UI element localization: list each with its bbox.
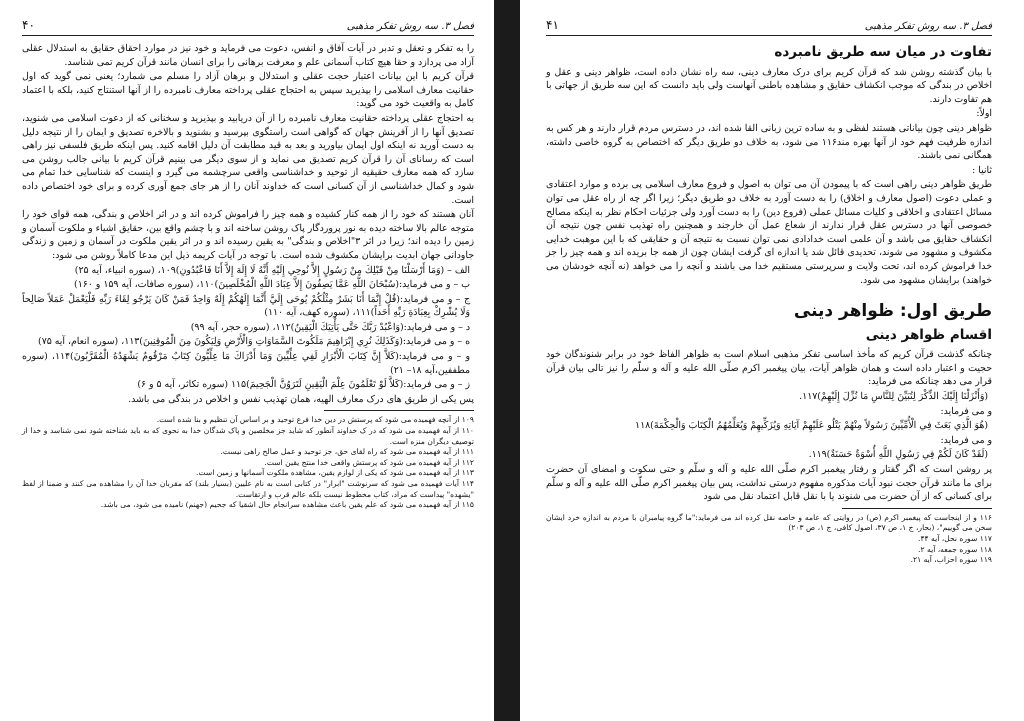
quran-verse-item: و – و می فرماید:(كَلاَّ إِنَّ كِتَابَ الْأَبْرَارِ لَفِي عِلِّيِّينَ وَمَا أَدْرَاكَ مَا عِلِّيُّونَ كِتَابٌ مَرْقُومٌ يَشْهَدُهُ الْمُقَرَّبُونَ)۱۱۴، (سوره مطففین،آیه ۱۸– ۲۱): [22, 351, 470, 376]
left-paragraph: آنان هستند که خود را از همه کنار کشیده و همه چیز را فراموش کرده اند و در اثر اخلاص و بندگی، همه قوای خود را متوجه عالم بالا ساخته دیده به نور پروردگار پاک روشن ساخته اند و با چشم واقع بین، حقایق اشیاء و ملکوت آسمان و زمین را دیده اند؛ زیرا در اثر ۳"اخلاص و بندگی" به یقین رسیده اند و در اثر یقین ملکوت در آسمان و زمین و زندگی جاودانی جهان ابدیت برایشان مکشوف شده است. با توجه در آیات کریمه ذیل این مدعا کاملاً روشن می شود:: [22, 209, 474, 261]
footnote: ۱۱۵ از آیه فهمیده می شود که علم یقین باعث مشاهده سرانجام حال اشقیا که جحیم (جهنم) نامیده می شود، می باشد.: [100, 500, 474, 510]
section-heading: تفاوت در میان سه طریق نامبرده: [774, 44, 992, 60]
left-paragraph: قرآن کریم با این بیانات اعتبار حجت عقلی و استدلال و برهان آزاد را مسلم می شمارد؛ یعنی نمی گوید که اول حقانیت معارف اسلامی را بپذیرید سپس به احتجاج عقلی پرداخته معارف نامبرده را از آنها استنتاج کنید، بلکه با اعتماد کامل به واقعیت خود می گوید:: [22, 71, 474, 110]
sub-heading: اقسام ظواهر دینی: [865, 326, 992, 343]
right-paragraph: و می فرماید:: [940, 434, 992, 446]
footnote: ۱۱۲ از آیه فهمیده می شود که پرستش واقعی خدا منتج یقین است.: [264, 457, 474, 467]
left-page: [0, 0, 494, 721]
quran-verse-item: ز – و می فرماید:(كَلاَّ لَوْ تَعْلَمُونَ عِلْمَ الْيَقِينِ لَتَرَوُنَّ الْجَحِيمَ)۱۱۵ (سوره تکاثر، آیه ۵ و ۶): [137, 379, 470, 391]
left-paragraph: را به تفکر و تعقل و تدبر در آیات آفاق و انفس، دعوت می فرماید و خود نیز در موارد احقاق حقایق به استدلال عقلی آزاد می پردازد و حقا هیچ کتاب آسمانی علم و معرفت برهانی را برای انسان مانند قرآن کریم تمی شناسد.: [22, 43, 474, 68]
quran-verse-item: د – و می فرماید:(وَاعْبُدْ رَبَّكَ حَتَّى يَأْتِيَكَ الْيَقِينُ)۱۱۲، (سوره حجر، آیه ۹۹): [190, 321, 470, 333]
quran-verse: (لَقَدْ كَانَ لَكُمْ فِي رَسُولِ اللَّهِ أُسْوَةٌ حَسَنَةٌ)۱۱۹.: [808, 449, 988, 461]
right-paragraph: اولاً:: [976, 108, 992, 120]
left-page-number: ۴۰: [22, 18, 35, 32]
left-chapter-header: فصل ۳. سه روش تفکر مذهبی: [346, 21, 474, 32]
right-paragraph: ظواهر دینی چون بیاناتی هستند لفظی و به ساده ترین زبانی القا شده اند، در دسترس مردم قرار دارند و هر کس به اندازه ظرفیت فهم خود از آنها بهره مند۱۱۶ می شود، به خلاف دو طریق دیگر که اختصاص به گروه خاصی داشته، همگانی نمی باشند.: [546, 122, 992, 162]
right-paragraph: و می فرماید:: [940, 405, 992, 417]
left-body-text: [22, 42, 474, 406]
quran-verse-item: ه – و می فرماید:(وَكَذَلِكَ نُرِي إِبْرَاهِيمَ مَلَكُوتَ السَّمَاوَاتِ وَالْأَرْضِ وَلِيَكُونَ مِنَ الْمُوقِنِينَ)۱۱۳، (سوره انعام، آیه ۷۵): [38, 336, 470, 348]
left-paragraph: پس یکی از طریق های درک معارف الهیه، همان تهذیب نفس و اخلاص در بندگی می باشد.: [128, 393, 474, 405]
footnote: ۱۰۹ از آنچه فهمیده می شود که پرستش در دین خدا فرع توحید و بر اساس آن تنظیم و بنا شده است.: [156, 415, 474, 425]
footnote: ۱۱۶ و از اینجاست که پیغمبر اکرم (ص) در روایتی که عامه و خاصه نقل کرده اند می فرماید:"ما گروه پیامبران با مردم به اندازه خرد ایشان سخن می گوییم"، (بحار، ج ۱، ص ۳۷، اصول کافی، ج ۱، ص ۲۰۳): [546, 512, 992, 533]
left-paragraph: به احتجاج عقلی پرداخته حقانیت معارف نامبرده را از آن دریابید و بپذیرید و سخنانی که از دعوت اسلامی می شنوید، تصدیق آنها را از آفرینش جهان که گواهی است راستگوی بپرسید و بشنوید و بالاخره تصدیق و ایمان را از نتیجه دلیل به دست آورید نه اینکه اول ایمان بیاورید و بعد به قید مطابقت آن دلیل اقامه کنید. پس اینکه طریق فلسفی نیز راهی است که رسانای آن را قرآن کریم تصدیق می نماید و از سوی دیگر می بینیم قرآن کریم با بیانی جالب روشن می سازد که همه معارف حقیقیه از توحید و خداشناسی واقعی سرچشمه می گیرد و اینست که شناسایی خدا تمام می شود و کمال خداشناسی از آن کسانی است که خداوند آنان را از هر جای جمع آوری کرده و برای خود اختصاص داده است.: [22, 112, 474, 206]
right-body-text: [546, 46, 992, 504]
right-chapter-header: فصل ۳. سه روش تفکر مذهبی: [864, 21, 992, 32]
right-paragraph: چنانکه گذشت قرآن کریم که مأخذ اساسی تفکر مذهبی اسلام است به ظواهر الفاظ خود در برابر شنوندگان خود حجیت و اعتبار داده است و همان ظواهر آیات، بیان پیغمبر اکرم صلّی الله علیه و آله و سلّم را نیز تالی بیان قرآن قرار می دهد چنانکه می فرماید:: [546, 349, 992, 388]
right-paragraph: ثانیا :: [972, 164, 992, 176]
right-paragraph: با بیان گذشته روشن شد که قرآن کریم برای درک معارف دینی، سه راه نشان داده است، ظواهر دینی و عقل و اخلاص در بندگی که موجب انکشاف حقایق و مشاهده باطنی آنهاست ولی باید دانست که این سه طریق از جهاتی با هم تفاوت دارند.: [546, 66, 992, 105]
footnote: ۱۱۸ سوره جمعه، آیه ۲.: [918, 544, 992, 554]
footnote: ۱۱۴ آیات فهمیده می شود که سرنوشت "ابرار" در کتابی است به نام علیین (بسیار بلند) که مقربان خدا آن را مشاهده می کنند و ضمنا از لفظ "یشهده" پیداست که مراد، کتاب مخطوط نیست بلکه عالم قرب و ارتقاست.: [22, 479, 474, 499]
right-page-number: ۴۱: [546, 18, 559, 32]
footnote: ۱۱۱ از آیه فهمیده می شود که راه لقای حق، جز توحید و عمل صالح راهی نیست.: [220, 447, 474, 457]
right-running-header: [546, 10, 992, 36]
footnote-divider: [324, 410, 474, 411]
right-paragraph: پر روشن است که اگر گفتار و رفتار پیغمبر اکرم صلّی الله علیه و آله و سلّم و حتی سکوت و امضای آن حضرت برای ما مانند قرآن حجت نبود آیات مذکوره مفهوم درستی نداشت، پس بیان پیغمبر اکرم صلّی الله علیه و آله و سلّم برای کسانی که از آن حضرت می شنوند یا با نقل قابل اعتماد نقل می شود: [546, 464, 992, 503]
footnote-divider: [842, 508, 992, 509]
left-footnotes: [22, 415, 474, 510]
quran-verse: (هُوَ الَّذِي بَعَثَ فِي الْأُمِّيِّينَ رَسُولاً مِنْهُمْ يَتْلُو عَلَيْهِمْ آيَاتِهِ وَيُزَكِّيهِمْ وَيُعَلِّمُهُمُ الْكِتَابَ وَالْحِكْمَةَ)۱۱۸: [635, 420, 988, 432]
left-running-header: [22, 10, 474, 36]
quran-verse-item: الف – (وَمَا أَرْسَلْنَا مِنْ قَبْلِكَ مِنْ رَسُولٍ إِلاَّ نُوحِي إِلَيْهِ أَنَّهُ لَا إِلَهَ إِلاَّ أَنَا فَاعْبُدُونِ)۱۰۹، (سوره انبیاء، آیه ۲۵): [74, 264, 470, 276]
major-heading: طریق اول: ظواهر دینی: [793, 301, 992, 322]
footnote: ۱۱۰ از آیه فهمیده می شود که در ک خداوند آنطور که شاید جز مخلصین و پاک شدگان خدا به نحوی که به باید شناخته شود نمی شناسد و خدا از توصیف دیگران منزه است.: [22, 426, 474, 446]
quran-verse: (وَأَنْزَلْنَا إِلَيْكَ الذِّكْرَ لِتُبَيِّنَ لِلنَّاسِ مَا نُزِّلَ إِلَيْهِمْ)۱۱۷.: [799, 391, 988, 403]
quran-verse-item: ج – و می فرماید:(قُلْ إِنَّمَا أَنَا بَشَرٌ مِثْلُكُمْ يُوحَى إِلَيَّ أَنَّمَا إِلَهُكُمْ إِلَهٌ وَاحِدٌ فَمَنْ كَانَ يَرْجُو لِقَاءَ رَبِّهِ فَلْيَعْمَلْ عَمَلاً صَالِحاً وَلَا يُشْرِكْ بِعِبَادَةِ رَبِّهِ أَحَداً)۱۱۱، (سوره کهف، آیه ۱۱۰): [22, 293, 470, 319]
right-page: [520, 0, 1024, 721]
footnote: ۱۱۹ سوره احزاب، آیه ۲۱.: [910, 555, 992, 565]
footnote: ۱۱۳ از آیه فهمیده می شود که یکی از لوازم یقین، مشاهده ملکوت آسمانها و زمین است.: [196, 468, 474, 478]
quran-verse-item: ب – و می فرماید:(سُبْحَانَ اللَّهِ عَمَّا يَصِفُونَ إِلاَّ عِبَادَ اللَّهِ الْمُخْلَصِينَ)۱۱۰، (سوره صافات، آیه ۱۵۹ و ۱۶۰): [74, 279, 470, 291]
right-paragraph: طریق ظواهر دینی راهی است که با پیمودن آن می توان به اصول و فروع معارف اسلامی پی برده و موارد اعتقادی و عملی دعوت (اصول معارف و اخلاق) را به دست آورد به خلاف دو طریق دیگر؛ زیرا اگر چه از راه عقل می توان مسائل اعتقادی و اخلاقی و کلیات مسائل عملی (فروع دین) را به دست آورد ولی جزئیات احکام نظر به اینکه مصالح خصوصی آنها در دسترس عقل قرار ندارند از شعاع عمل آن خارجند و همچنین راه تهذیب نفس چون نتیجه آن انکشاف حقایق می باشد و آن علمی است خدادادی نمی توان نسبت به نتیجه آن و حقایقی که با این موهبت خدایی مکشوف و مشهود می شوند، تحدیدی قائل شد یا اندازه ای گرفت ایشان چون از همه جا بریده اند و همه چیز را جز خدا فراموش کرده اند، تحت ولایت و سرپرستی مستقیم خدا می باشند و آنچه را می خواهد (نه آنچه خودشان می خواهند) برایشان مشهود می شود.: [546, 179, 992, 286]
right-footnotes: [546, 513, 992, 566]
footnote: ۱۱۷ سوره نحل، آیه ۴۴.: [918, 534, 992, 543]
